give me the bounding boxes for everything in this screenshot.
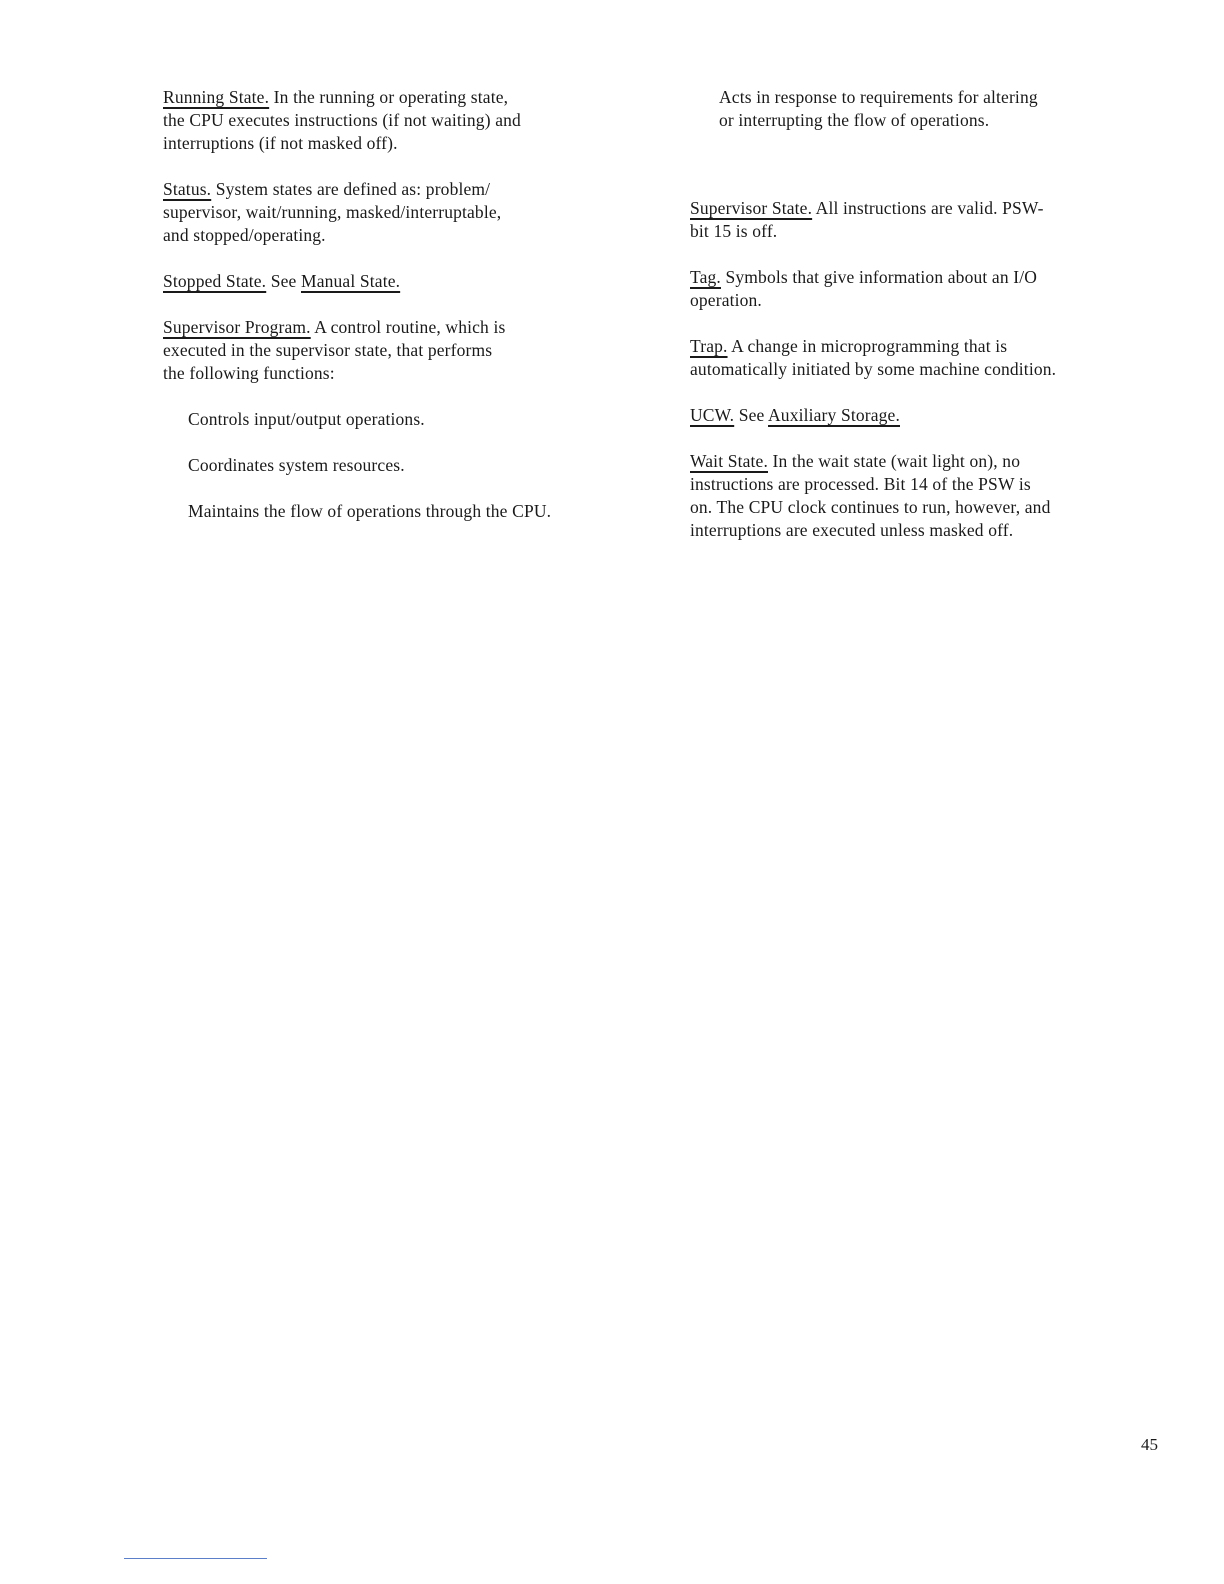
glossary-entry-supervisor-state (690, 197, 1168, 243)
definition-text: interruptions (if not masked off). (163, 133, 398, 153)
definition-text: Symbols that give information about an I/O (720, 267, 1038, 287)
entry-line (690, 266, 1168, 289)
entry-line (163, 270, 643, 293)
glossary-term: Tag. (690, 267, 721, 287)
definition-text: supervisor, wait/running, masked/interruptable, (163, 202, 502, 222)
glossary-term: Status. (163, 179, 212, 199)
glossary-entry-ucw (690, 404, 1168, 427)
definition-text: or interrupting the flow of operations. (719, 110, 990, 130)
cross-reference: Auxiliary Storage. (768, 405, 900, 425)
glossary-entry-supervisor-program (163, 316, 643, 385)
definition-text: All instructions are valid. PSW- (812, 198, 1044, 218)
definition-text: automatically initiated by some machine condition. (690, 359, 1057, 379)
definition-text: the following functions: (163, 363, 335, 383)
glossary-entry-status (163, 178, 643, 247)
entry-line (690, 197, 1168, 220)
function-item-continued (690, 86, 1168, 132)
definition-text: interruptions are executed unless masked off. (690, 520, 1014, 540)
glossary-term: Trap. (690, 336, 728, 356)
glossary-term: Supervisor State. (690, 198, 813, 218)
right-column (690, 86, 1168, 565)
function-item: Maintains the flow of operations through the CPU. (188, 501, 552, 521)
entry-line (690, 335, 1168, 358)
page-number: 45 (1141, 1435, 1158, 1454)
definition-text: See (734, 405, 769, 425)
entry-line (163, 86, 643, 109)
definition-text: See (266, 271, 301, 291)
glossary-term: Stopped State. (163, 271, 267, 291)
entry-line (163, 316, 643, 339)
definition-text: the CPU executes instructions (if not waiting) and (163, 110, 521, 130)
entry-line (690, 450, 1168, 473)
definition-text: and stopped/operating. (163, 225, 326, 245)
glossary-term: Supervisor Program. (163, 317, 311, 337)
definition-text: executed in the supervisor state, that performs (163, 340, 493, 360)
entry-line (690, 404, 1168, 427)
definition-text: In the running or operating state, (269, 87, 509, 107)
definition-text: operation. (690, 290, 762, 310)
definition-text: A change in microprogramming that is (727, 336, 1008, 356)
definition-text: Acts in response to requirements for altering (719, 87, 1038, 107)
glossary-entry-stopped-state (163, 270, 643, 293)
spacer (690, 155, 1168, 197)
glossary-entry-running-state (163, 86, 643, 155)
glossary-entry-trap (690, 335, 1168, 381)
footer-rule (124, 1558, 267, 1559)
glossary-term: Wait State. (690, 451, 768, 471)
definition-text: In the wait state (wait light on), no (768, 451, 1021, 471)
definition-text: A control routine, which is (310, 317, 506, 337)
glossary-entry-wait-state (690, 450, 1168, 542)
glossary-term: Running State. (163, 87, 270, 107)
function-item: Coordinates system resources. (188, 455, 405, 475)
definition-text: instructions are processed. Bit 14 of the PSW is (690, 474, 1031, 494)
entry-line (163, 178, 643, 201)
glossary-entry-tag (690, 266, 1168, 312)
left-column (163, 86, 643, 546)
definition-text: bit 15 is off. (690, 221, 778, 241)
function-item: Controls input/output operations. (188, 409, 425, 429)
cross-reference: Manual State. (301, 271, 401, 291)
definition-text: on. The CPU clock continues to run, however, and (690, 497, 1051, 517)
definition-text: System states are defined as: problem/ (211, 179, 491, 199)
glossary-term: UCW. (690, 405, 735, 425)
